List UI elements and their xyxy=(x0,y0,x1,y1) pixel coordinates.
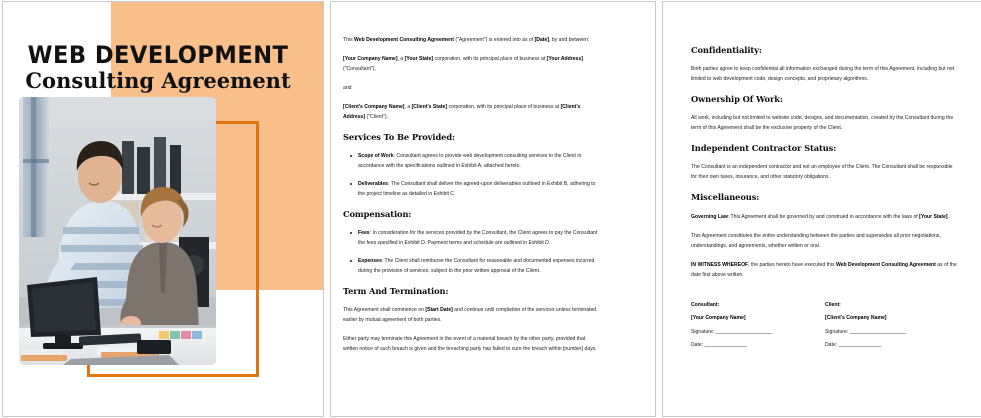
page-2-content xyxy=(343,35,601,363)
intro-p2-mid2: corporation, with its principal place of business at xyxy=(433,56,547,62)
intro-p4-mid2: corporation, with its principal place of business at xyxy=(447,104,561,110)
intro-p2-suffix: ("Consultant"), xyxy=(343,66,376,72)
term-paragraph-1 xyxy=(343,305,601,325)
term-p1-start-date: [Start Date] xyxy=(425,307,453,314)
client-signature-line[interactable]: Signature: ____________________ xyxy=(825,328,907,335)
governing-law-suffix: . xyxy=(947,213,950,220)
signature-column-client xyxy=(825,300,959,351)
term-p1-prefix: This Agreement shall commence on xyxy=(343,307,426,314)
governing-law-state: [Your State] xyxy=(919,213,948,220)
intro-p1-mid: ("Agreement") is entered into as of xyxy=(453,37,535,43)
client-date-line[interactable]: Date: _______________ xyxy=(825,342,882,348)
heading-ownership-of-work: Ownership Of Work: xyxy=(691,94,783,105)
bullet-text-deliverables: : The Consultant shall deliver the agreed-upon deliverables outlined in Exhibit B, adhering to the project timeline as detailed in Exhibit C. xyxy=(358,181,596,198)
bullet-text-scope-of-work: : Consultant agrees to provide web development consulting services to the Client in accordance with the specifications outlined in Exhibit A, attached hereto. xyxy=(358,153,582,170)
cover-photo xyxy=(19,97,216,365)
witness-suffix: as of the date first above written. xyxy=(691,261,957,278)
intro-p2-state: [Your State] xyxy=(404,56,434,62)
compensation-bullet-list xyxy=(343,228,601,276)
intro-p1-bold-agreement: Web Development Consulting Agreement xyxy=(354,37,454,43)
governing-law-paragraph xyxy=(691,212,959,222)
confidentiality-paragraph: Both parties agree to keep confidential all information exchanged during the term of this Agreement, including but not limited to web development code, design concepts, and proprietary algorithms. xyxy=(691,66,955,83)
client-company-name: [Client's Company Name] xyxy=(825,315,887,321)
intro-p1-suffix: , by and between: xyxy=(549,37,590,43)
bullet-text-fees: : In consideration for the services provided by the Consultant, the Client agrees to pay the Consultant the fees specified in Exhibit D. Payment terms and schedule are outlined in Exhibit D. xyxy=(358,230,598,247)
intro-p4-suffix: ("Client"). xyxy=(365,114,388,120)
cover-title-main: WEB DEVELOPMENT xyxy=(27,41,289,69)
services-bullet-list xyxy=(343,151,601,199)
bullet-label-deliverables: Deliverables xyxy=(358,181,389,188)
list-item xyxy=(358,256,601,276)
client-role-label: Client: xyxy=(825,301,841,308)
intro-p4-client-state: [Client's State] xyxy=(411,104,448,110)
document-page-3 xyxy=(662,1,981,417)
heading-services-to-be-provided: Services To Be Provided: xyxy=(343,132,455,142)
ownership-paragraph: All work, including but not limited to website code, designs, and documentation, created by the Consultant during the term of this Agreement shall be the exclusive property of the Client. xyxy=(691,115,954,132)
intro-p1-prefix: This xyxy=(343,37,355,43)
document-page-1-cover xyxy=(2,1,324,417)
intro-p1-bold-date: [Date] xyxy=(534,37,550,43)
intro-p4-mid1: , a xyxy=(404,104,412,110)
consultant-role-label: Consultant: xyxy=(691,301,720,308)
intro-p2-company: [Your Company Name] xyxy=(343,56,398,62)
document-page-2 xyxy=(330,1,656,417)
bullet-text-expenses: : The Client shall reimburse the Consultant for reasonable and documented expenses incurred during the provision of services, subject to the prior written approval of the Client. xyxy=(358,258,595,275)
cover-title-group xyxy=(3,43,313,94)
contractor-paragraph: The Consultant is an independent contractor and not an employee of the Client. The Consultant shall be responsible for their own taxes, insurance, and other statutory obligations. xyxy=(691,164,953,181)
signature-column-consultant xyxy=(691,300,825,351)
intro-paragraph-1 xyxy=(343,35,601,45)
intro-p4-client-address: [Client's Address] xyxy=(343,104,581,120)
list-item xyxy=(358,179,601,199)
list-item xyxy=(358,228,601,248)
bullet-label-fees: Fees xyxy=(358,230,370,237)
term-p1-suffix: and continue until completion of the services unless terminated earlier by mutual agreement of both parties. xyxy=(343,307,597,324)
intro-p4-client-company: [Client's Company Name] xyxy=(343,104,405,110)
intro-p2-mid1: , a xyxy=(397,56,405,62)
governing-law-label: Governing Law xyxy=(691,213,728,220)
signature-block xyxy=(691,300,959,351)
bullet-label-expenses: Expenses xyxy=(358,258,382,265)
bullet-label-scope-of-work: Scope of Work xyxy=(358,153,394,160)
term-paragraph-2: Either party may terminate this Agreement in the event of a material breach by the other party, provided that written notice of such breach is given and the breaching party has failed to cure the breach within [number] days. xyxy=(343,336,597,353)
consultant-company-name: [Your Company Name] xyxy=(691,315,746,321)
intro-paragraph-4 xyxy=(343,102,601,122)
office-scene-illustration xyxy=(19,97,216,365)
list-item xyxy=(358,151,601,171)
heading-miscellaneous: Miscellaneous: xyxy=(691,192,760,203)
consultant-date-line[interactable]: Date: _______________ xyxy=(691,342,748,348)
page-3-content xyxy=(691,42,959,351)
heading-compensation: Compensation: xyxy=(343,209,412,220)
heading-term-and-termination: Term And Termination: xyxy=(343,286,449,297)
witness-bold-label: IN WITNESS WHEREOF xyxy=(691,261,749,268)
governing-law-mid: : This Agreement shall be governed by and construed in accordance with the laws of xyxy=(727,213,920,220)
witness-mid: , the parties hereto have executed this xyxy=(748,261,836,268)
intro-paragraph-2 xyxy=(343,54,601,74)
heading-independent-contractor-status: Independent Contractor Status: xyxy=(691,143,837,154)
entire-agreement-paragraph: This Agreement constitutes the entire understanding between the parties and supersedes all prior negotiations, understandings, and agreements, whether written or oral. xyxy=(691,232,941,249)
cover-title-subtitle: Consulting Agreement xyxy=(25,68,291,94)
intro-p2-address: [Your Address] xyxy=(546,56,583,62)
witness-agreement-name: Web Development Consulting Agreement xyxy=(835,261,936,268)
heading-confidentiality: Confidentiality: xyxy=(691,45,762,55)
intro-paragraph-and: and xyxy=(343,85,352,91)
witness-whereof-paragraph xyxy=(691,260,959,280)
consultant-signature-line[interactable]: Signature: ____________________ xyxy=(691,328,773,335)
